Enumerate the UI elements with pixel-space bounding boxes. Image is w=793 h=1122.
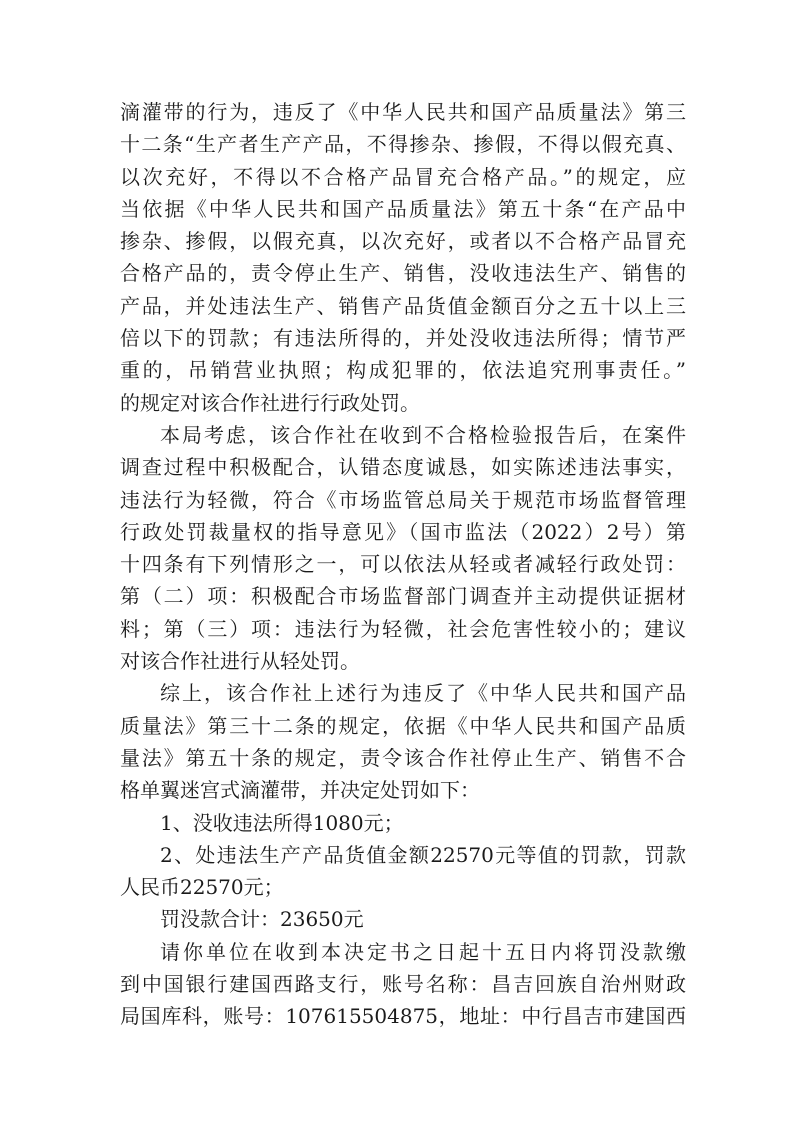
text-line: 以次充好，不得以不合格产品冒充合格产品。”的规定，应: [120, 164, 686, 189]
text-line: 质量法》第三十二条的规定，依据《中华人民共和国产品质: [120, 713, 686, 738]
text-line: 的规定对该合作社进行行政处罚。: [120, 390, 420, 415]
text-line: 十四条有下列情形之一，可以依法从轻或者减轻行政处罚：: [120, 552, 686, 577]
text-line: 倍以下的罚款；有违法所得的，并处没收违法所得；情节严: [120, 326, 686, 351]
text-line: 量法》第五十条的规定，责令该合作社停止生产、销售不合: [120, 745, 686, 770]
text-line: 人民币22570元；: [120, 875, 284, 900]
text-line: 到中国银行建国西路支行，账号名称：昌吉回族自治州财政: [120, 972, 686, 997]
penalty-item-1: 1、没收违法所得1080元；: [160, 810, 404, 835]
text-line: 滴灌带的行为，违反了《中华人民共和国产品质量法》第三: [120, 100, 686, 124]
text-line: 局国库科，账号：107615504875，地址：中行昌吉市建国西: [120, 1004, 686, 1029]
text-line: 合格产品的，责令停止生产、销售，没收违法生产、销售的: [120, 261, 686, 286]
text-line: 产品，并处违法生产、销售产品货值金额百分之五十以上三: [120, 293, 686, 318]
text-line: 调查过程中积极配合，认错态度诚恳，如实陈述违法事实，: [120, 455, 686, 480]
text-line: 对该合作社进行从轻处罚。: [120, 649, 360, 674]
text-line: 格单翼迷宫式滴灌带，并决定处罚如下：: [120, 778, 480, 803]
text-line: 十二条“生产者生产产品，不得掺杂、掺假，不得以假充真、: [120, 132, 686, 157]
penalty-total: 罚没款合计：23650元: [160, 907, 364, 932]
paragraph-start-line: 综上，该合作社上述行为违反了《中华人民共和国产品: [160, 681, 686, 706]
text-line: 行政处罚裁量权的指导意见》（国市监法（2022）2号）第: [120, 519, 686, 544]
penalty-item-2: 2、处违法生产产品货值金额22570元等值的罚款，罚款: [160, 842, 686, 867]
text-line: 料；第（三）项：违法行为轻微，社会危害性较小的；建议: [120, 616, 686, 641]
text-line: 第（二）项：积极配合市场监督部门调查并主动提供证据材: [120, 584, 686, 609]
paragraph-start-line: 本局考虑，该合作社在收到不合格检验报告后，在案件: [160, 422, 686, 447]
text-line: 掺杂、掺假，以假充真，以次充好，或者以不合格产品冒充: [120, 229, 686, 254]
document-body: [120, 96, 686, 1033]
text-line: 违法行为轻微，符合《市场监管总局关于规范市场监督管理: [120, 487, 686, 512]
text-line: 重的，吊销营业执照；构成犯罪的，依法追究刑事责任。”: [120, 358, 686, 383]
text-line: 当依据《中华人民共和国产品质量法》第五十条“在产品中: [120, 196, 686, 221]
paragraph-start-line: 请你单位在收到本决定书之日起十五日内将罚没款缴: [160, 939, 686, 964]
